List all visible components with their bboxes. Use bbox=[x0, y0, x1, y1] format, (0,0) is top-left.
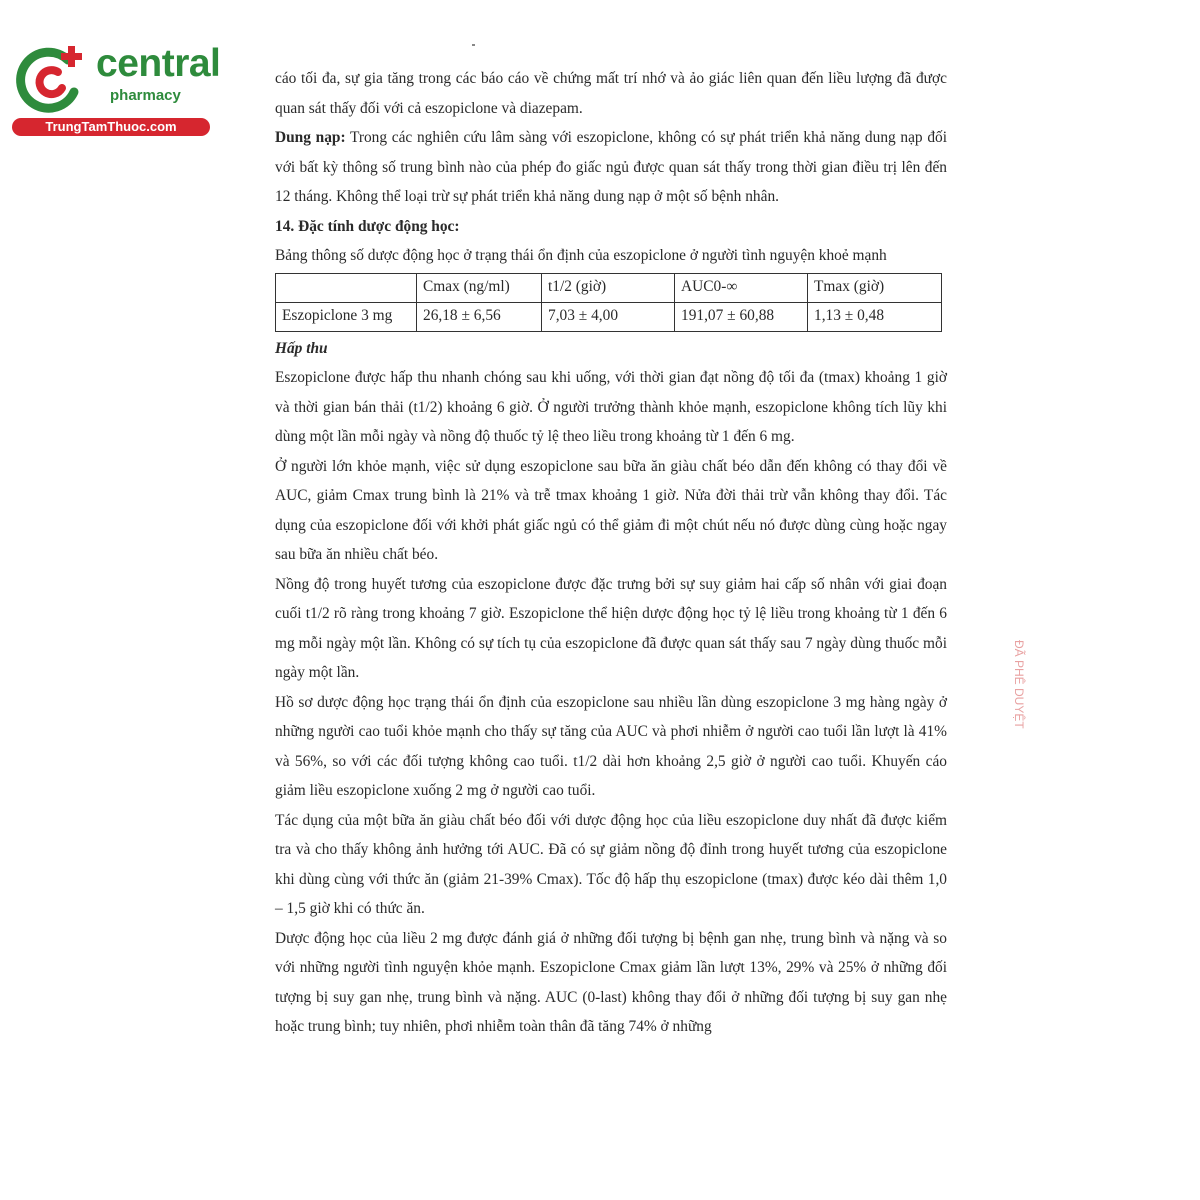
table-header-cell bbox=[276, 273, 417, 302]
logo-wordmark: central bbox=[96, 42, 221, 85]
table-header-row bbox=[276, 273, 942, 302]
table-cell: 1,13 ± 0,48 bbox=[808, 302, 942, 331]
table-row bbox=[276, 302, 942, 331]
table-header-cell: AUC0-∞ bbox=[675, 273, 808, 302]
table-cell: 7,03 ± 4,00 bbox=[542, 302, 675, 331]
pk-table bbox=[275, 273, 942, 332]
body-paragraph: Nồng độ trong huyết tương của eszopiclone được đặc trưng bởi sự suy giảm hai cấp số nhân với giai đoạn cuối t1/2 rõ ràng trong khoảng 7 giờ. Eszopiclone thể hiện dược động học tỷ lệ liều trong khoảng từ 1 đến 6 mg mỗi ngày một lần. Không có sự tích tụ của eszopiclone đã được quan sát thấy sau 7 ngày dùng thuốc mỗi ngày một lần. bbox=[275, 575, 947, 681]
body-paragraph: Dược động học của liều 2 mg được đánh giá ở những đối tượng bị bệnh gan nhẹ, trung bình và nặng và so với những người tình nguyện khỏe mạnh. Eszopiclone Cmax giảm lần lượt 13%, 29% và 25% ở những đối tượng bị suy gan nhẹ, trung bình và nặng. AUC (0-last) không thay đổi ở những đối tượng bị suy gan nhẹ hoặc trung bình; tuy nhiên, phơi nhiễm toàn thân đã tăng 74% ở những bbox=[275, 929, 947, 1035]
table-cell: 26,18 ± 6,56 bbox=[417, 302, 542, 331]
table-caption: Bảng thông số dược động học ở trạng thái ổn định của eszopiclone ở người tình nguyện khoẻ mạnh bbox=[275, 247, 887, 264]
absorption-heading: Hấp thu bbox=[275, 339, 328, 357]
central-pharmacy-logo[interactable] bbox=[10, 38, 220, 138]
tolerance-label: Dung nạp: bbox=[275, 129, 346, 146]
document-body bbox=[275, 64, 947, 1042]
approval-stamp-mark: ĐÃ PHÊ DUYỆT bbox=[1012, 640, 1026, 729]
table-cell: 191,07 ± 60,88 bbox=[675, 302, 808, 331]
body-paragraph: Hồ sơ dược động học trạng thái ổn định của eszopiclone sau nhiều lần dùng eszopiclone 3 mg hàng ngày ở những người cao tuổi khỏe mạnh cho thấy sự tăng của AUC và phơi nhiễm ở người cao tuổi lần lượt là 41% và 56%, so với các đối tượng không cao tuổi. t1/2 dài hơn khoảng 2,5 giờ ở người cao tuổi. Khuyến cáo giảm liều eszopiclone xuống 2 mg ở người cao tuổi. bbox=[275, 693, 947, 799]
body-paragraph: Tác dụng của một bữa ăn giàu chất béo đối với dược động học của liều eszopiclone duy nhất đã được kiểm tra và cho thấy không ảnh hưởng tới AUC. Đã có sự giảm nồng độ đỉnh trong huyết tương của eszopiclone khi dùng cùng với thức ăn (giảm 21-39% Cmax). Tốc độ hấp thụ eszopiclone (tmax) được kéo dài thêm 1,0 – 1,5 giờ khi có thức ăn. bbox=[275, 811, 947, 917]
logo-subtitle: pharmacy bbox=[110, 87, 181, 104]
scan-speck bbox=[472, 44, 475, 46]
pharmacy-cross-icon bbox=[12, 42, 88, 118]
body-paragraph: Ở người lớn khỏe mạnh, việc sử dụng eszopiclone sau bữa ăn giàu chất béo dẫn đến không có thay đổi về AUC, giảm Cmax trung bình là 21% và trễ tmax khoảng 1 giờ. Nửa đời thải trừ vẫn không thay đổi. Tác dụng của eszopiclone đối với khởi phát giấc ngủ có thể giảm đi một chút nếu nó được dùng cùng hoặc ngay sau bữa ăn nhiều chất béo. bbox=[275, 457, 947, 563]
paragraph-continuation: cáo tối đa, sự gia tăng trong các báo cáo về chứng mất trí nhớ và ảo giác liên quan đến liều lượng đã được quan sát thấy đối với cả eszopiclone và diazepam. bbox=[275, 70, 947, 117]
table-header-cell: Cmax (ng/ml) bbox=[417, 273, 542, 302]
section-heading: 14. Đặc tính dược động học: bbox=[275, 217, 460, 235]
table-header-cell: Tmax (giờ) bbox=[808, 273, 942, 302]
tolerance-paragraph bbox=[275, 123, 947, 212]
logo-url-badge[interactable]: TrungTamThuoc.com bbox=[12, 118, 210, 136]
body-paragraph: Eszopiclone được hấp thu nhanh chóng sau khi uống, với thời gian đạt nồng độ tối đa (tmax) khoảng 1 giờ và thời gian bán thải (t1/2) khoảng 6 giờ. Ở người trưởng thành khỏe mạnh, eszopiclone không tích lũy khi dùng một lần mỗi ngày và nồng độ thuốc tỷ lệ theo liều trong khoảng từ 1 đến 6 mg. bbox=[275, 369, 947, 445]
tolerance-text: Trong các nghiên cứu lâm sàng với eszopiclone, không có sự phát triển khả năng dung nạp đối với bất kỳ thông số trung bình nào của phép đo giấc ngủ được quan sát thấy trong thời gian điều trị lên đến 12 tháng. Không thể loại trừ sự phát triển khả năng dung nạp ở một số bệnh nhân. bbox=[275, 129, 947, 205]
table-header-cell: t1/2 (giờ) bbox=[542, 273, 675, 302]
table-cell: Eszopiclone 3 mg bbox=[276, 302, 417, 331]
